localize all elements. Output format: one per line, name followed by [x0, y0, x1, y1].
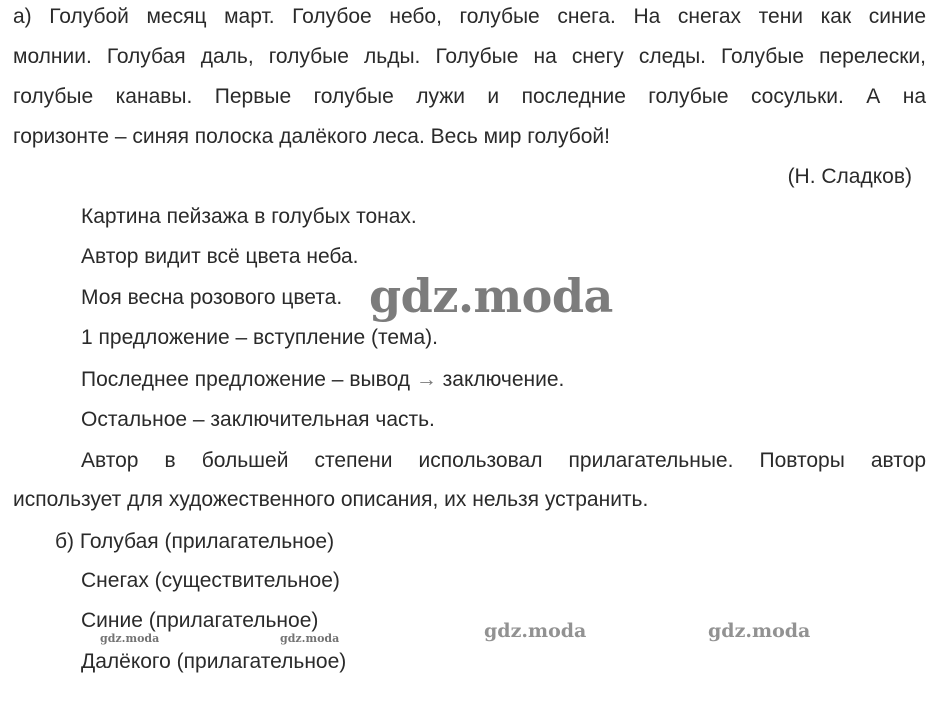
text-line-a3: голубые канавы. Первые голубые лужи и последние голубые сосульки. А на [13, 85, 926, 108]
watermark-main: gdz.moda [369, 269, 613, 323]
analysis-line-7: Автор в большей степени использовал прилагательные. Повторы автор [81, 449, 926, 472]
part-b-line-2: Снегах (существительное) [81, 569, 340, 592]
part-b-line-3: Синие (прилагательное) [81, 609, 319, 632]
text-line-a4: горизонте – синяя полоска далёкого леса. Весь мир голубой! [13, 125, 610, 148]
analysis-line-5-start: Последнее предложение – вывод [81, 368, 416, 391]
watermark-small-2: gdz.moda [280, 632, 340, 645]
analysis-line-6: Остальное – заключительная часть. [81, 408, 435, 431]
text-line-a1: а) Голубой месяц март. Голубое небо, голубые снега. На снегах тени как синие [13, 5, 926, 28]
analysis-line-1: Картина пейзажа в голубых тонах. [81, 205, 417, 228]
author-attribution: (Н. Сладков) [787, 165, 912, 188]
analysis-line-5-end: заключение. [436, 368, 565, 391]
watermark-medium-2: gdz.moda [708, 620, 811, 642]
analysis-line-2: Автор видит всё цвета неба. [81, 245, 359, 268]
watermark-medium-1: gdz.moda [484, 620, 587, 642]
analysis-line-8: использует для художественного описания, их нельзя устранить. [13, 488, 649, 511]
analysis-line-3: Моя весна розового цвета. [81, 286, 343, 309]
watermark-small-1: gdz.moda [100, 632, 160, 645]
analysis-line-5 [81, 367, 564, 393]
part-b-line-4: Далёкого (прилагательное) [81, 650, 347, 673]
text-line-a2: молнии. Голубая даль, голубые льды. Голубые на снегу следы. Голубые перелески, [13, 45, 926, 68]
part-b-line-1: б) Голубая (прилагательное) [55, 530, 335, 553]
analysis-line-4: 1 предложение – вступление (тема). [81, 326, 438, 349]
arrow-right-icon: → [415, 368, 437, 391]
